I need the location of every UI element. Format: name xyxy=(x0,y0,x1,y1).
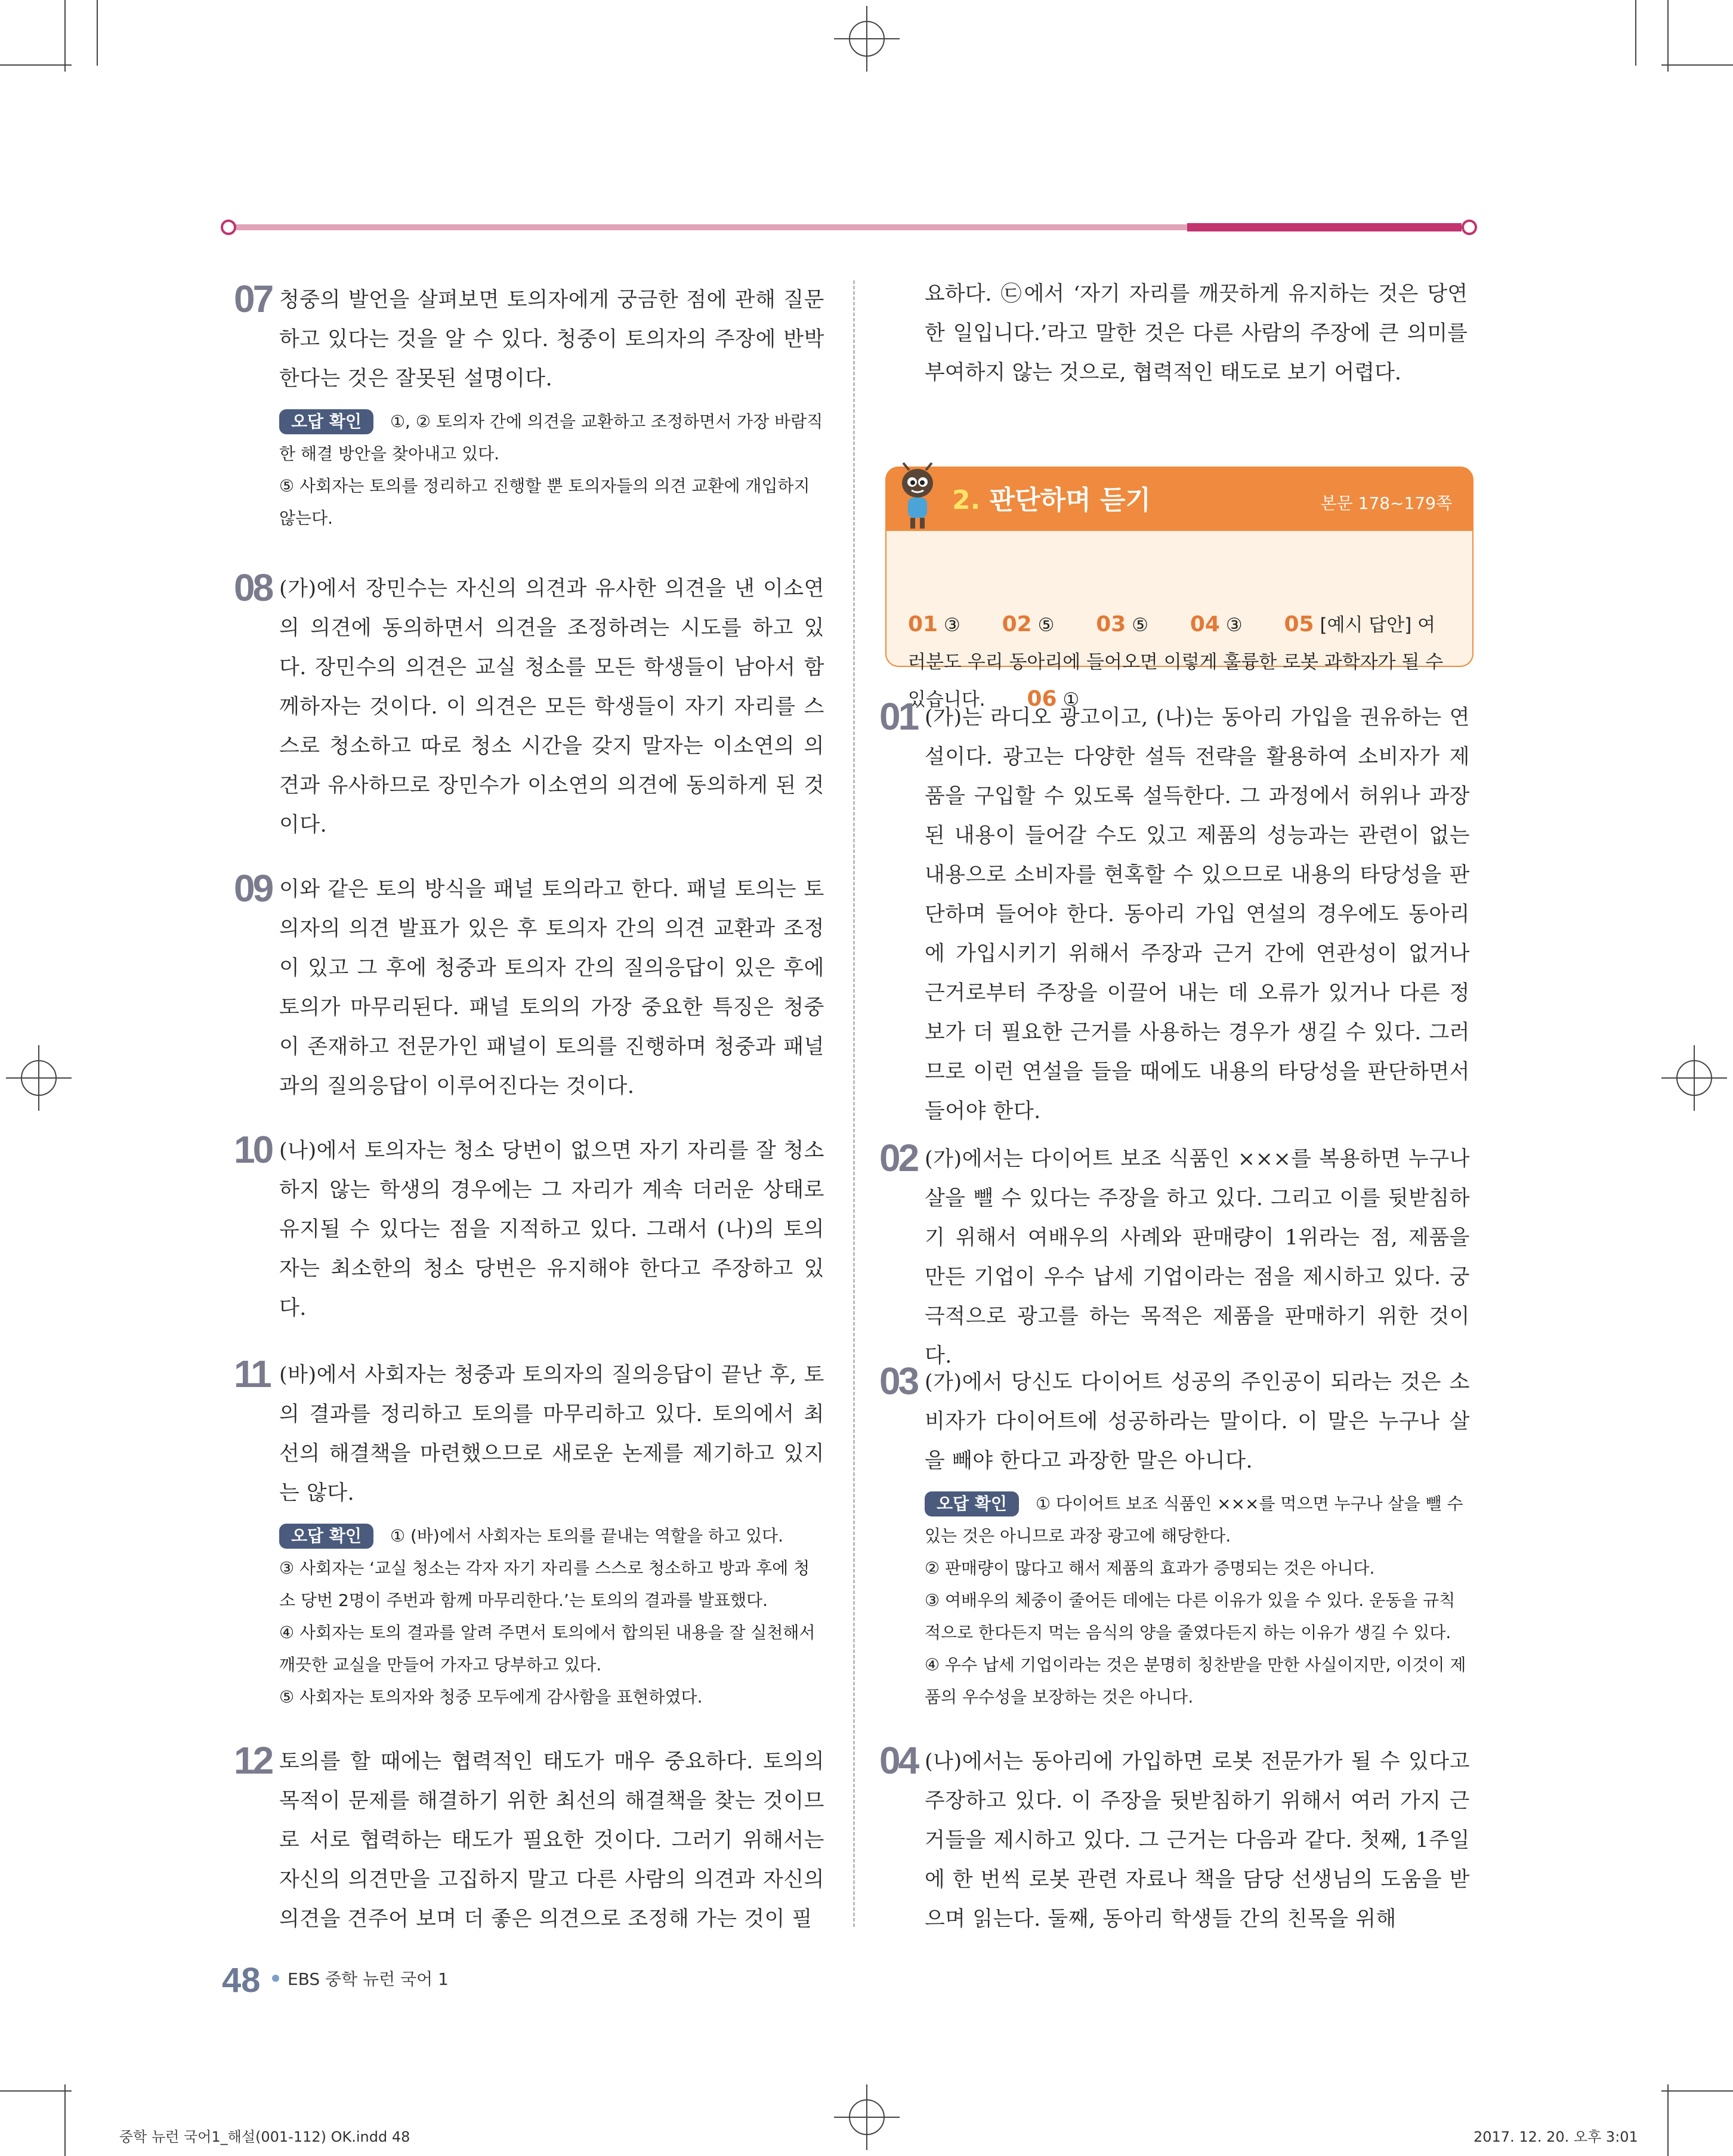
header-bar xyxy=(221,220,1479,235)
question-09 xyxy=(234,867,824,1106)
note-line: ③ 사회자는 ‘교실 청소는 각자 자기 자리를 스스로 청소하고 방과 후에 청소 당번 2명이 주번과 함께 마무리한다.’는 토의의 결과를 발표했다. xyxy=(279,1558,810,1610)
header-bar-dot xyxy=(1462,220,1477,235)
question-text: (가)에서 당신도 다이어트 성공의 주인공이 되라는 것은 소비자가 다이어트에 성공하라는 말이다. 이 말은 누구나 살을 빼야 한다고 과장한 말은 아니다. xyxy=(925,1370,1470,1473)
question-number: 10 xyxy=(234,1128,272,1171)
registration-mark xyxy=(834,6,900,72)
answer-list: 01 ③ 02 ⑤ 03 ⑤ 04 ③ 05 [예시 답안] 여러분도 우리 동아리에 들어오면 이렇게 훌륭한 로봇 과학자가 될 수 있습니다. 06 ① xyxy=(908,612,1444,711)
crop-mark xyxy=(1661,64,1733,66)
column-divider xyxy=(853,280,855,1927)
question-text: (나)에서 토의자는 청소 당번이 없으면 자기 자리를 잘 청소하지 않는 학생의 경우에는 그 자리가 계속 더러운 상태로 유지될 수 있다는 점을 지적하고 있다. 그래서 (나)의 토의자는 최소한의 청소 당번은 유지해야 한다고 주장하고 있다. xyxy=(279,1139,824,1320)
registration-mark xyxy=(834,2084,900,2150)
question-r02 xyxy=(879,1136,1470,1376)
question-11 xyxy=(234,1352,824,1713)
header-bar-right xyxy=(1187,223,1462,231)
question-text: (가)에서 장민수는 자신의 의견과 유사한 의견을 낸 이소연의 의견에 동의하면서 의견을 조정하려는 시도를 하고 있다. 장민수의 의견은 교실 청소를 모든 학생들이 남아서 함께하자는 것이다. 이 의견은 모든 학생들이 자기 자리를 스스로 청소하고 따로 청소 시간을 갖지 말자는 이소연의 의견과 유사하므로 장민수가 이소연의 의견에 동의하게 된 것이다. xyxy=(279,577,824,837)
question-number: 03 xyxy=(879,1360,918,1403)
crop-mark xyxy=(1667,0,1669,72)
note-line: ③ 여배우의 체중이 줄어든 데에는 다른 이유가 있을 수 있다. 운동을 규칙적으로 한다든지 먹는 음식의 양을 줄였다든지 하는 이유가 생길 수 있다. xyxy=(925,1590,1456,1642)
crop-mark xyxy=(0,64,72,66)
question-number: 02 xyxy=(879,1136,918,1179)
header-bar-dot xyxy=(221,220,236,235)
crop-mark xyxy=(1661,2090,1733,2092)
question-number: 08 xyxy=(234,566,272,609)
question-text: 청중의 발언을 살펴보면 토의자에게 궁금한 점에 관해 질문하고 있다는 것을 알 수 있다. 청중이 토의자의 주장에 반박한다는 것은 잘못된 설명이다. xyxy=(279,288,824,391)
question-r03 xyxy=(879,1360,1470,1713)
question-number: 11 xyxy=(234,1352,270,1395)
mascot-icon xyxy=(888,462,947,531)
question-number: 04 xyxy=(879,1739,918,1782)
question-text: (바)에서 사회자는 청중과 토의자의 질의응답이 끝난 후, 토의 결과를 정리하고 토의를 마무리하고 있다. 토의에서 최선의 해결책을 마련했으므로 새로운 논제를 제기하고 있지는 않다. xyxy=(279,1363,824,1505)
wrong-answer-badge: 오답 확인 xyxy=(279,409,373,434)
note-line: ② 판매량이 많다고 해서 제품의 효과가 증명되는 것은 아니다. xyxy=(925,1558,1375,1578)
question-r01 xyxy=(879,695,1470,1131)
question-number: 12 xyxy=(234,1739,272,1782)
section-body xyxy=(885,531,1473,711)
print-date: 2017. 12. 20. 오후 3:01 xyxy=(1473,2129,1638,2145)
question-12 xyxy=(234,1739,824,1939)
question-08 xyxy=(234,566,824,845)
note-line: ⑤ 사회자는 토의를 정리하고 진행할 뿐 토의자들의 의견 교환에 개입하지 않는다. xyxy=(279,476,810,528)
note-line: ①, ② 토의자 간에 의견을 교환하고 조정하면서 가장 바람직한 해결 방안을 찾아내고 있다. xyxy=(279,412,823,464)
wrong-answer-badge: 오답 확인 xyxy=(279,1524,373,1549)
print-file-name: 중학 뉴런 국어1_해설(001-112) OK.indd 48 xyxy=(119,2129,410,2145)
note-line: ① 다이어트 보조 식품인 ×××를 먹으면 누구나 살을 뺄 수 있는 것은 아니므로 과장 광고에 해당한다. xyxy=(925,1494,1463,1546)
question-number: 07 xyxy=(234,277,272,320)
question-r04 xyxy=(879,1739,1470,1939)
crop-mark xyxy=(64,2084,66,2156)
wrong-answer-note xyxy=(279,406,824,535)
note-line: ⑤ 사회자는 토의자와 청중 모두에게 감사함을 표현하였다. xyxy=(279,1687,703,1707)
crop-mark xyxy=(1635,0,1636,66)
question-text: 이와 같은 토의 방식을 패널 토의라고 한다. 패널 토의는 토의자의 의견 발표가 있은 후 토의자 간의 의견 교환과 조정이 있고 그 후에 청중과 토의자 간의 질의응답이 있은 후에 토의가 마무리된다. 패널 토의의 가장 중요한 특징은 청중이 존재하고 전문가인 패널이 토의를 진행하며 청중과 패널과의 질의응답이 이루어진다는 것이다. xyxy=(279,878,824,1098)
wrong-answer-badge: 오답 확인 xyxy=(925,1491,1019,1516)
crop-mark xyxy=(1667,2084,1669,2156)
question-number: 09 xyxy=(234,867,272,910)
question-text: 토의를 할 때에는 협력적인 태도가 매우 중요하다. 토의의 목적이 문제를 해결하기 위한 최선의 해결책을 찾는 것이므로 서로 협력하는 태도가 필요한 것이다. 그러기 위해서는 자신의 의견만을 고집하지 말고 다른 사람의 의견과 자신의 의견을 견주어 보며 더 좋은 의견으로 조정해 가는 것이 필 xyxy=(279,1750,824,1931)
registration-mark xyxy=(1661,1045,1727,1111)
section-title: 2. 판단하며 듣기 xyxy=(952,485,1151,515)
question-text: (나)에서는 동아리에 가입하면 로봇 전문가가 될 수 있다고 주장하고 있다. 이 주장을 뒷받침하기 위해서 여러 가지 근거들을 제시하고 있다. 그 근거는 다음과 같다. 첫째, 1주일에 한 번씩 로봇 관련 자료나 책을 담당 선생님의 도움을 받으며 읽는다. 둘째, 동아리 학생들 간의 친목을 위해 xyxy=(925,1750,1470,1931)
wrong-answer-note xyxy=(279,1520,824,1713)
crop-mark xyxy=(64,0,66,72)
note-line: ① (바)에서 사회자는 토의를 끝내는 역할을 하고 있다. xyxy=(390,1526,784,1546)
section-header xyxy=(885,467,1473,531)
wrong-answer-note xyxy=(925,1488,1470,1713)
note-line: ④ 우수 납세 기업이라는 것은 분명히 칭찬받을 만한 사실이지만, 이것이 제품의 우수성을 보장하는 것은 아니다. xyxy=(925,1655,1466,1707)
header-bar-left xyxy=(233,224,1187,230)
question-10 xyxy=(234,1128,824,1328)
book-title: EBS 중학 뉴런 국어 1 xyxy=(288,1969,449,1989)
note-line: ④ 사회자는 토의 결과를 알려 주면서 토의에서 합의된 내용을 잘 실천해서 깨끗한 교실을 만들어 가자고 당부하고 있다. xyxy=(279,1623,815,1675)
page-number: 48 xyxy=(222,1961,261,2000)
question-07 xyxy=(234,277,824,535)
crop-mark xyxy=(0,2090,72,2092)
footer-dot xyxy=(272,1975,279,1982)
question-number: 01 xyxy=(879,695,918,738)
section-page-ref: 본문 178~179쪽 xyxy=(1320,493,1452,513)
registration-mark xyxy=(6,1045,72,1111)
question-text: (가)에서는 다이어트 보조 식품인 ×××를 복용하면 누구나 살을 뺄 수 있다는 주장을 하고 있다. 그리고 이를 뒷받침하기 위해서 여배우의 사례와 판매량이 1위라는 점, 제품을 만든 기업이 우수 납세 기업이라는 점을 제시하고 있다. 궁극적으로 광고를 하는 목적은 제품을 판매하기 위한 것이다. xyxy=(925,1147,1470,1368)
crop-mark xyxy=(97,0,98,66)
question-text: (가)는 라디오 광고이고, (나)는 동아리 가입을 권유하는 연설이다. 광고는 다양한 설득 전략을 활용하여 소비자가 제품을 구입할 수 있도록 설득한다. 그 과정에서 허위나 과장된 내용이 들어갈 수도 있고 제품의 성능과는 관련이 없는 내용으로 소비자를 현혹할 수 있으므로 내용의 타당성을 판단하며 들어야 한다. 동아리 가입 연설의 경우에도 동아리에 가입시키기 위해서 주장과 근거 간에 연관성이 없거나 근거로부터 주장을 이끌어 내는 데 오류가 있거나 다른 정보가 더 필요한 근거를 사용하는 경우가 생길 수 있다. 그러므로 이런 연설을 들을 때에도 내용의 타당성을 판단하면서 들어야 한다. xyxy=(925,706,1470,1123)
section-answer-box xyxy=(885,467,1473,711)
continued-text: 요하다. ㉢에서 ‘자기 자리를 깨끗하게 유지하는 것은 당연한 일입니다.’라고 말한 것은 다른 사람의 주장에 큰 의미를 부여하지 않는 것으로, 협력적인 태도로 보기 어렵다. xyxy=(925,282,1468,385)
